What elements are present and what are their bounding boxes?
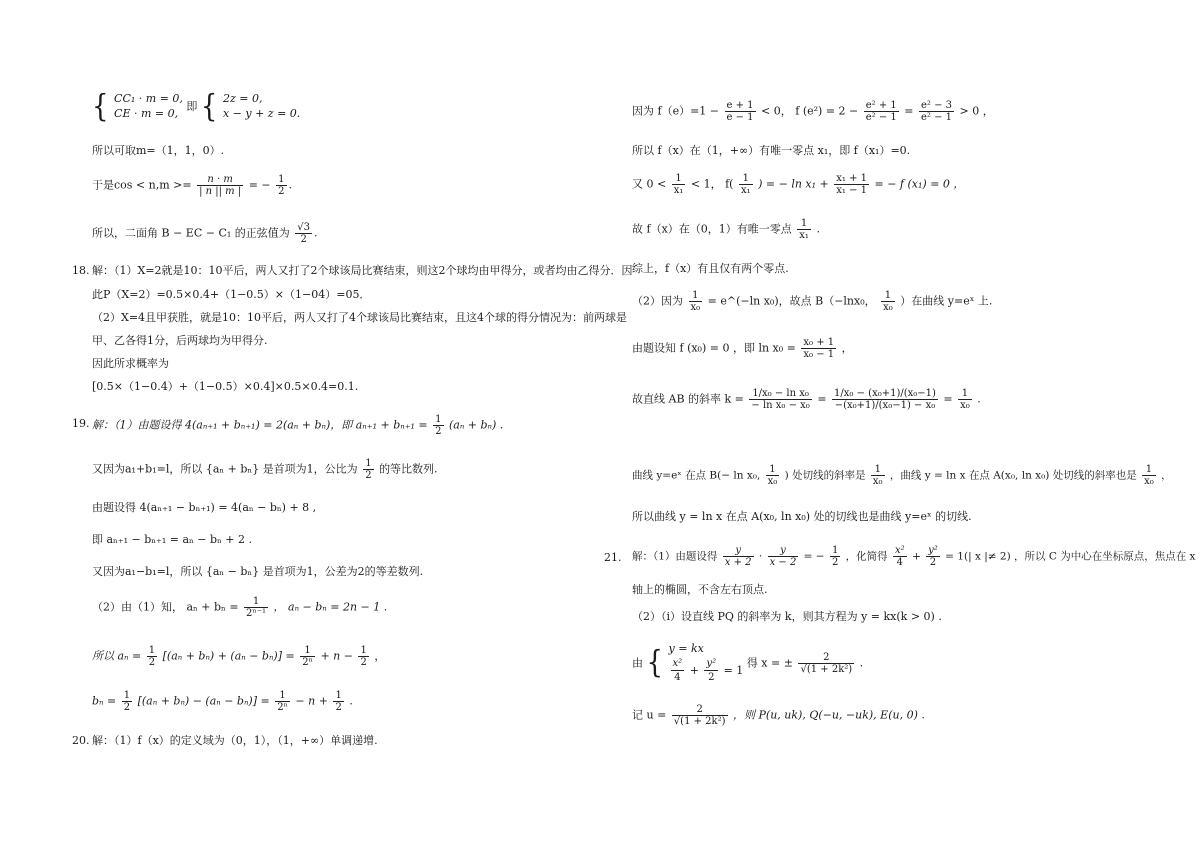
fraction: $\frac{1}{2}$ <box>278 174 285 197</box>
fraction: $\frac{√3}{2}$ <box>297 222 311 245</box>
text-line: 所以曲线 y = ln x 在点 A(x₀, ln x₀) 处的切线也是曲线 y=eˣ 的切线. <box>632 510 972 523</box>
text-line: 即 aₙ₊₁ − bₙ₊₁ = aₙ − bₙ + 2 . <box>92 533 252 546</box>
r-line: 故直线 AB 的斜率 k = $\frac{\text{1/x₀ − ln x₀}}{\text{− ln x₀ − x₀}}$ = $\frac{\text{1/x₀ − (x₀+1)/(x₀−1)}}{\text{−(x₀+1)/(x₀−1) − x₀}}$ = $\frac{1}{\text{x₀}}$ . <box>632 388 981 411</box>
vector-system <box>92 88 301 125</box>
left-brace: { <box>200 88 218 125</box>
text: 于是cos < n,m >= <box>92 178 192 192</box>
text-line: 因此所求概率为 <box>92 357 169 370</box>
equation-line: x − y + z = 0. <box>222 106 301 120</box>
text-line: [0.5×（1−0.4）+（1−0.5）×0.4]×0.5×0.4=0.1. <box>92 380 359 393</box>
text-line: 所以可取m=（1，1，0）. <box>92 144 225 157</box>
text-line: 由题设得 4(aₙ₊₁ − bₙ₊₁) = 4(aₙ − bₙ) + 8 , <box>92 501 317 514</box>
text: = − <box>248 178 271 192</box>
q19-line: 解：（1）由题设得 4(aₙ₊₁ + bₙ₊₁) = 2(aₙ + bₙ)，即 aₙ₊₁ + bₙ₊₁ = $\frac{1}{2}$ (aₙ + bₙ) . <box>92 414 504 437</box>
text-line: 所以 f（x）在（1，+∞）有唯一零点 x₁，即 f（x₁）=0. <box>632 144 911 157</box>
r-line: （2）因为 $\frac{1}{\text{x₀}}$ = e^(−ln x₀)，故点 B（−lnx₀， $\frac{1}{\text{x₀}}$ ）在曲线 y=eˣ 上. <box>632 290 993 313</box>
text-line: 解：（1）X=2就是10：10平后，两人又打了2个球该局比赛结束，则这2个球均由甲得分，或者均由乙得分．因 <box>92 264 633 277</box>
r-line: 由题设知 f (x₀) = 0 ，即 ln x₀ = $\frac{\text{x₀ + 1}}{\text{x₀ − 1}}$ ， <box>632 337 853 360</box>
text-line: 轴上的椭圆，不含左右顶点. <box>632 583 768 596</box>
q19-line: 所以 aₙ = $\frac{1}{2}$ [(aₙ + bₙ) + (aₙ − bₙ)] = $\frac{1}{\text{2ⁿ}}$ + n − $\frac{1}{2}$ ， <box>92 645 386 668</box>
equation-line: 2z = 0, <box>222 92 263 105</box>
q19-line: （2）由（1）知， aₙ + bₙ = $\frac{1}{\text{2ⁿ⁻¹}}$ ， aₙ − bₙ = 2n − 1 . <box>92 596 388 619</box>
question-number: 21. <box>604 551 622 564</box>
text: 所以，二面角 B − EC − C₁ 的正弦值为 <box>92 226 290 240</box>
r-line: 曲线 y=eˣ 在点 B(− ln x₀, $\frac{1}{\text{x₀}}$ ) 处切线的斜率是 $\frac{1}{\text{x₀}}$ ，曲线 y = ln x 在点 A(x₀, ln x₀) 处切线的斜率也是 $\frac{1}{\text{x₀}}$ ， <box>632 464 1172 487</box>
text-line: （2）X=4且甲获胜，就是10：10平后，两人又打了4个球该局比赛结束，且这4个球的得分情况为：前两球是 <box>92 311 628 324</box>
question-number: 19. <box>72 417 90 430</box>
text-line: （2）（i）设直线 PQ 的斜率为 k，则其方程为 y = kx(k > 0) . <box>632 610 942 623</box>
equation-line: CE · m = 0, <box>114 106 179 120</box>
text-line: 甲、乙各得1分，后两球均为甲得分. <box>92 334 268 347</box>
fraction: $\frac{n \cdot m}{| n || m |}$ <box>199 174 242 197</box>
text-line: 此P（X=2）=0.5×0.4+（1−0.5）×（1−04）=05． <box>92 288 371 301</box>
cos-line: 于是cos < n,m >= $\frac{n \cdot m}{| n || m |}$ = − $\frac{1}{2}$ . <box>92 174 293 197</box>
r-line: 因为 f（e）=1 − $\frac{e + 1}{e - 1}$ < 0， f (e²) = 2 − $\frac{\text{e² + 1}}{\text{e² − 1}}$ = $\frac{\text{e² − 3}}{\text{e² − 1}}$ > 0 ， <box>632 100 994 123</box>
sine-line: 所以，二面角 B − EC − C₁ 的正弦值为 $\frac{√3}{2}$ . <box>92 222 318 245</box>
q19-line: bₙ = $\frac{1}{2}$ [(aₙ + bₙ) − (aₙ − bₙ)] = $\frac{1}{\text{2ⁿ}}$ − n + $\frac{1}{2}$ . <box>92 690 353 713</box>
r-line: 解：（1）由题设得 $\frac{y}{x + 2}$ · $\frac{y}{x - 2}$ = − $\frac{1}{2}$ ，化简得 $\frac{\text{x²}}{4}$ + $\frac{\text{y²}}{2}$ = 1(| x |≠ 2) ，所以 C 为中心在坐标原点，焦点在 x <box>632 545 1196 568</box>
text-line: 解：（1）f（x）的定义域为（0，1），（1，+∞）单调递增. <box>92 734 378 747</box>
text-line: 综上，f（x）有且仅有两个零点. <box>632 262 789 275</box>
text-line: 又因为a₁−b₁=l，所以 {aₙ − bₙ} 是首项为1，公差为2的等差数列. <box>92 565 424 578</box>
ellipse-system: 由 { y = kx $\frac{\text{x²}}{4}$ + $\frac{\text{y²}}{2}$ = 1 得 x = ± $\frac{2}{\text{√(1 + 2k²)}}$ . <box>632 642 864 684</box>
question-number: 18. <box>72 264 90 277</box>
text: 即 <box>186 99 198 113</box>
r-line: 故 f（x）在（0，1）有唯一零点 $\frac{1}{\text{x₁}}$ . <box>632 218 820 241</box>
r-line: 又 0 < $\frac{1}{\text{x₁}}$ < 1， f( $\frac{1}{\text{x₁}}$ ) = − ln x₁ + $\frac{\text{x₁ + 1}}{\text{x₁ − 1}}$ = − f (x₁) = 0 ， <box>632 173 965 196</box>
left-brace: { <box>92 88 109 125</box>
question-number: 20. <box>72 734 90 747</box>
r-line: 记 u = $\frac{2}{\text{√(1 + 2k²)}}$ ，则 P(u, uk), Q(−u, −uk), E(u, 0) . <box>632 704 925 727</box>
equation-line: CC₁ · m = 0, <box>114 92 183 105</box>
q19-line: 又因为a₁+b₁=l，所以 {aₙ + bₙ} 是首项为1，公比为 $\frac{1}{2}$ 的等比数列. <box>92 458 438 481</box>
